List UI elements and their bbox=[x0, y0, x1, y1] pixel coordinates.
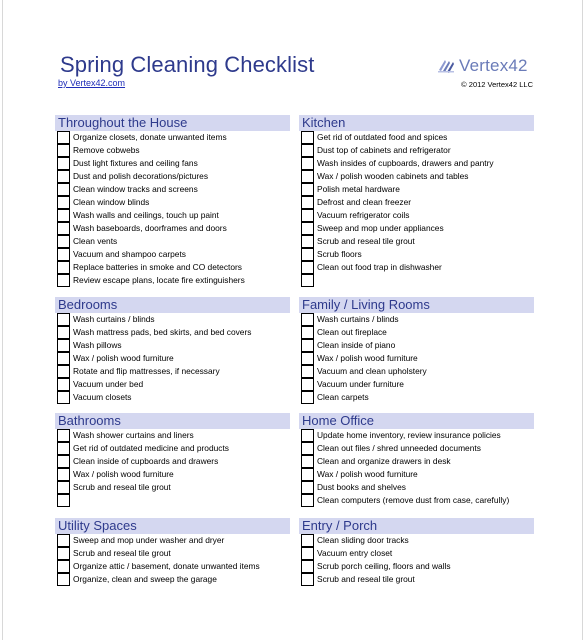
checkbox[interactable] bbox=[57, 352, 70, 365]
page-title: Spring Cleaning Checklist bbox=[60, 52, 315, 77]
checklist-item-label: Vacuum refrigerator coils bbox=[317, 210, 410, 220]
checklist-item bbox=[55, 442, 290, 455]
checkbox[interactable] bbox=[301, 183, 314, 196]
copyright-text: © 2012 Vertex42 LLC bbox=[461, 80, 533, 89]
checkbox[interactable] bbox=[301, 352, 314, 365]
checklist-item-label: Dust books and shelves bbox=[317, 482, 406, 492]
checklist-item bbox=[55, 455, 290, 468]
section-header: Home Office bbox=[299, 413, 534, 429]
checkbox[interactable] bbox=[301, 313, 314, 326]
checklist-item bbox=[299, 468, 534, 481]
checklist-item-label: Clean sliding door tracks bbox=[317, 535, 409, 545]
checklist-item-label: Scrub and reseal tile grout bbox=[73, 482, 171, 492]
checklist-item-label: Clean computers (remove dust from case, carefully) bbox=[317, 495, 510, 505]
checkbox[interactable] bbox=[57, 429, 70, 442]
checkbox[interactable] bbox=[301, 222, 314, 235]
checklist-item bbox=[55, 209, 290, 222]
checklist-item bbox=[299, 365, 534, 378]
checklist-item-label: Vacuum and clean upholstery bbox=[317, 366, 427, 376]
checklist-item-label: Organize attic / basement, donate unwanted items bbox=[73, 561, 260, 571]
checklist-item bbox=[55, 560, 290, 573]
checklist-item bbox=[55, 183, 290, 196]
checklist-item-label: Dust light fixtures and ceiling fans bbox=[73, 158, 198, 168]
checklist-item bbox=[299, 534, 534, 547]
section-throughout-house bbox=[55, 115, 290, 287]
checklist-item-label: Update home inventory, review insurance policies bbox=[317, 430, 501, 440]
checklist-item-label: Scrub and reseal tile grout bbox=[73, 548, 171, 558]
checklist-item bbox=[299, 196, 534, 209]
checkbox[interactable] bbox=[57, 131, 70, 144]
checklist-item-label: Wash mattress pads, bed skirts, and bed covers bbox=[73, 327, 252, 337]
checklist-item bbox=[299, 261, 534, 274]
checklist-item-label: Clean vents bbox=[73, 236, 118, 246]
section-header: Entry / Porch bbox=[299, 518, 534, 534]
checklist-item-label: Rotate and flip mattresses, if necessary bbox=[73, 366, 220, 376]
checklist-item-label: Sweep and mop under appliances bbox=[317, 223, 444, 233]
checkbox[interactable] bbox=[57, 157, 70, 170]
checkbox[interactable] bbox=[301, 560, 314, 573]
checklist-item-label: Clean inside of piano bbox=[317, 340, 396, 350]
checklist-item-label: Clean out files / shred unneeded documents bbox=[317, 443, 481, 453]
checklist-item bbox=[55, 339, 290, 352]
checkbox[interactable] bbox=[57, 573, 70, 586]
checkbox[interactable] bbox=[301, 144, 314, 157]
checkbox[interactable] bbox=[57, 222, 70, 235]
checklist-item-label: Clean inside of cupboards and drawers bbox=[73, 456, 219, 466]
checklist-item bbox=[55, 170, 290, 183]
checklist-item bbox=[55, 468, 290, 481]
checkbox[interactable] bbox=[57, 442, 70, 455]
checkbox[interactable] bbox=[57, 339, 70, 352]
section-header: Family / Living Rooms bbox=[299, 297, 534, 313]
checkbox[interactable] bbox=[57, 481, 70, 494]
vertex42-logo bbox=[437, 56, 528, 76]
checklist-item bbox=[55, 157, 290, 170]
checklist-item-label: Wax / polish wood furniture bbox=[73, 469, 174, 479]
checklist-item-label: Scrub and reseal tile grout bbox=[317, 574, 415, 584]
checkbox[interactable] bbox=[301, 481, 314, 494]
section-header: Bathrooms bbox=[55, 413, 290, 429]
checklist-item-label: Clean window blinds bbox=[73, 197, 150, 207]
checklist-item bbox=[299, 573, 534, 586]
checkbox[interactable] bbox=[57, 494, 70, 507]
checklist-item-label: Get rid of outdated medicine and products bbox=[73, 443, 229, 453]
checklist-item bbox=[55, 261, 290, 274]
checklist-item-label: Vacuum entry closet bbox=[317, 548, 393, 558]
section-header: Kitchen bbox=[299, 115, 534, 131]
checklist-item-label: Wax / polish wood furniture bbox=[317, 353, 418, 363]
checklist-item bbox=[299, 313, 534, 326]
checklist-item bbox=[55, 222, 290, 235]
checkbox[interactable] bbox=[57, 560, 70, 573]
checklist-item-label: Sweep and mop under washer and dryer bbox=[73, 535, 225, 545]
section-kitchen bbox=[299, 115, 534, 287]
checklist-item bbox=[299, 131, 534, 144]
checkbox[interactable] bbox=[57, 248, 70, 261]
checklist-item bbox=[55, 235, 290, 248]
checkbox[interactable] bbox=[301, 248, 314, 261]
checkbox[interactable] bbox=[57, 547, 70, 560]
checklist-item-label: Wash curtains / blinds bbox=[317, 314, 399, 324]
checklist-item bbox=[55, 274, 290, 287]
checkbox[interactable] bbox=[57, 468, 70, 481]
section-family-living bbox=[299, 297, 534, 404]
checklist-item bbox=[299, 326, 534, 339]
checklist-item-label: Clean carpets bbox=[317, 392, 369, 402]
checkbox[interactable] bbox=[57, 391, 70, 404]
checklist-item-label: Remove cobwebs bbox=[73, 145, 140, 155]
section-header: Throughout the House bbox=[55, 115, 290, 131]
checklist-item bbox=[55, 326, 290, 339]
checkbox[interactable] bbox=[57, 144, 70, 157]
checklist-item bbox=[299, 209, 534, 222]
checklist-item-label: Vacuum under bed bbox=[73, 379, 144, 389]
checklist-item-label: Wash insides of cupboards, drawers and pantry bbox=[317, 158, 494, 168]
checklist-item bbox=[299, 391, 534, 404]
checklist-item bbox=[55, 534, 290, 547]
section-header: Utility Spaces bbox=[55, 518, 290, 534]
checklist-item-label: Wash baseboards, doorframes and doors bbox=[73, 223, 227, 233]
checkbox[interactable] bbox=[301, 573, 314, 586]
checkbox[interactable] bbox=[57, 235, 70, 248]
byline-link[interactable]: by Vertex42.com bbox=[58, 78, 126, 88]
section-entry-porch bbox=[299, 518, 534, 586]
checklist-item bbox=[299, 339, 534, 352]
section-bathrooms bbox=[55, 413, 290, 507]
checklist-item-label: Wash walls and ceilings, touch up paint bbox=[73, 210, 219, 220]
checklist-item bbox=[299, 235, 534, 248]
checklist-item bbox=[299, 455, 534, 468]
checkbox[interactable] bbox=[57, 209, 70, 222]
checkbox[interactable] bbox=[301, 455, 314, 468]
checkbox[interactable] bbox=[301, 442, 314, 455]
checklist-item bbox=[299, 560, 534, 573]
checkbox[interactable] bbox=[301, 534, 314, 547]
checklist-item bbox=[55, 573, 290, 586]
checklist-item-label: Vacuum under furniture bbox=[317, 379, 404, 389]
checklist-item bbox=[55, 378, 290, 391]
checklist-item bbox=[55, 481, 290, 494]
checkbox[interactable] bbox=[57, 274, 70, 287]
checklist-item bbox=[299, 222, 534, 235]
checklist-item bbox=[299, 183, 534, 196]
checkbox[interactable] bbox=[301, 365, 314, 378]
checkbox[interactable] bbox=[301, 261, 314, 274]
checklist-item bbox=[299, 442, 534, 455]
checkbox[interactable] bbox=[57, 196, 70, 209]
checklist-item-label: Dust and polish decorations/pictures bbox=[73, 171, 209, 181]
checkbox[interactable] bbox=[57, 378, 70, 391]
checklist-item-label: Review escape plans, locate fire extinguishers bbox=[73, 275, 245, 285]
checklist-item bbox=[299, 378, 534, 391]
checklist-item bbox=[55, 547, 290, 560]
checkbox[interactable] bbox=[301, 235, 314, 248]
checklist-item-label: Clean and organize drawers in desk bbox=[317, 456, 451, 466]
checklist-item-label: Vacuum and shampoo carpets bbox=[73, 249, 186, 259]
checkbox[interactable] bbox=[57, 365, 70, 378]
checklist-item-label: Polish metal hardware bbox=[317, 184, 400, 194]
checklist-item bbox=[299, 352, 534, 365]
logo-text: Vertex42 bbox=[459, 56, 528, 75]
checkbox[interactable] bbox=[57, 326, 70, 339]
checklist-item-label: Replace batteries in smoke and CO detectors bbox=[73, 262, 242, 272]
checklist-item-label: Wax / polish wood furniture bbox=[73, 353, 174, 363]
checkbox[interactable] bbox=[301, 326, 314, 339]
checkbox[interactable] bbox=[57, 170, 70, 183]
checklist-item-label: Organize, clean and sweep the garage bbox=[73, 574, 217, 584]
checkbox[interactable] bbox=[57, 183, 70, 196]
checklist-item-label: Scrub and reseal tile grout bbox=[317, 236, 415, 246]
checklist-item-label: Get rid of outdated food and spices bbox=[317, 132, 448, 142]
logo-icon bbox=[437, 58, 455, 74]
checklist-item bbox=[299, 248, 534, 261]
checklist-item-label: Wash curtains / blinds bbox=[73, 314, 155, 324]
checklist-item bbox=[55, 391, 290, 404]
section-header: Bedrooms bbox=[55, 297, 290, 313]
checklist-item bbox=[299, 481, 534, 494]
checkbox[interactable] bbox=[57, 313, 70, 326]
checklist-item bbox=[55, 313, 290, 326]
checkbox[interactable] bbox=[301, 378, 314, 391]
checklist-item bbox=[55, 365, 290, 378]
checklist-item bbox=[55, 131, 290, 144]
checklist-item-label: Wash pillows bbox=[73, 340, 122, 350]
checkbox[interactable] bbox=[301, 274, 314, 287]
checklist-item-label: Clean out food trap in dishwasher bbox=[317, 262, 442, 272]
checkbox[interactable] bbox=[301, 209, 314, 222]
checkbox[interactable] bbox=[301, 157, 314, 170]
checklist-item-label: Scrub porch ceiling, floors and walls bbox=[317, 561, 451, 571]
checklist-item bbox=[299, 494, 534, 507]
checklist-item bbox=[299, 144, 534, 157]
checklist-item-label: Wash shower curtains and liners bbox=[73, 430, 194, 440]
checkbox[interactable] bbox=[301, 429, 314, 442]
checklist-item bbox=[55, 494, 290, 507]
checklist-item bbox=[299, 429, 534, 442]
checklist-item-label: Vacuum closets bbox=[73, 392, 132, 402]
checkbox[interactable] bbox=[301, 547, 314, 560]
checkbox[interactable] bbox=[301, 494, 314, 507]
checklist-item-label: Clean window tracks and screens bbox=[73, 184, 198, 194]
checklist-item-label: Clean out fireplace bbox=[317, 327, 387, 337]
section-utility-spaces bbox=[55, 518, 290, 586]
checklist-item-label: Wax / polish wooden cabinets and tables bbox=[317, 171, 469, 181]
checkbox[interactable] bbox=[301, 468, 314, 481]
checklist-item bbox=[55, 144, 290, 157]
checklist-item bbox=[55, 429, 290, 442]
checklist-item-label: Wax / polish wood furniture bbox=[317, 469, 418, 479]
section-bedrooms bbox=[55, 297, 290, 404]
checkbox[interactable] bbox=[57, 455, 70, 468]
section-home-office bbox=[299, 413, 534, 507]
checkbox[interactable] bbox=[301, 196, 314, 209]
checkbox[interactable] bbox=[301, 131, 314, 144]
checklist-item-label: Scrub floors bbox=[317, 249, 362, 259]
checkbox[interactable] bbox=[301, 339, 314, 352]
checkbox[interactable] bbox=[57, 261, 70, 274]
checklist-item bbox=[299, 547, 534, 560]
checklist-item-label: Dust top of cabinets and refrigerator bbox=[317, 145, 451, 155]
checklist-item bbox=[55, 352, 290, 365]
checklist-item bbox=[55, 248, 290, 261]
checklist-item bbox=[299, 157, 534, 170]
checklist-item bbox=[55, 196, 290, 209]
checklist-item-label: Organize closets, donate unwanted items bbox=[73, 132, 227, 142]
checklist-item bbox=[299, 170, 534, 183]
checkbox[interactable] bbox=[301, 170, 314, 183]
checklist-item bbox=[299, 274, 534, 287]
checklist-item-label: Defrost and clean freezer bbox=[317, 197, 412, 207]
checkbox[interactable] bbox=[301, 391, 314, 404]
checkbox[interactable] bbox=[57, 534, 70, 547]
